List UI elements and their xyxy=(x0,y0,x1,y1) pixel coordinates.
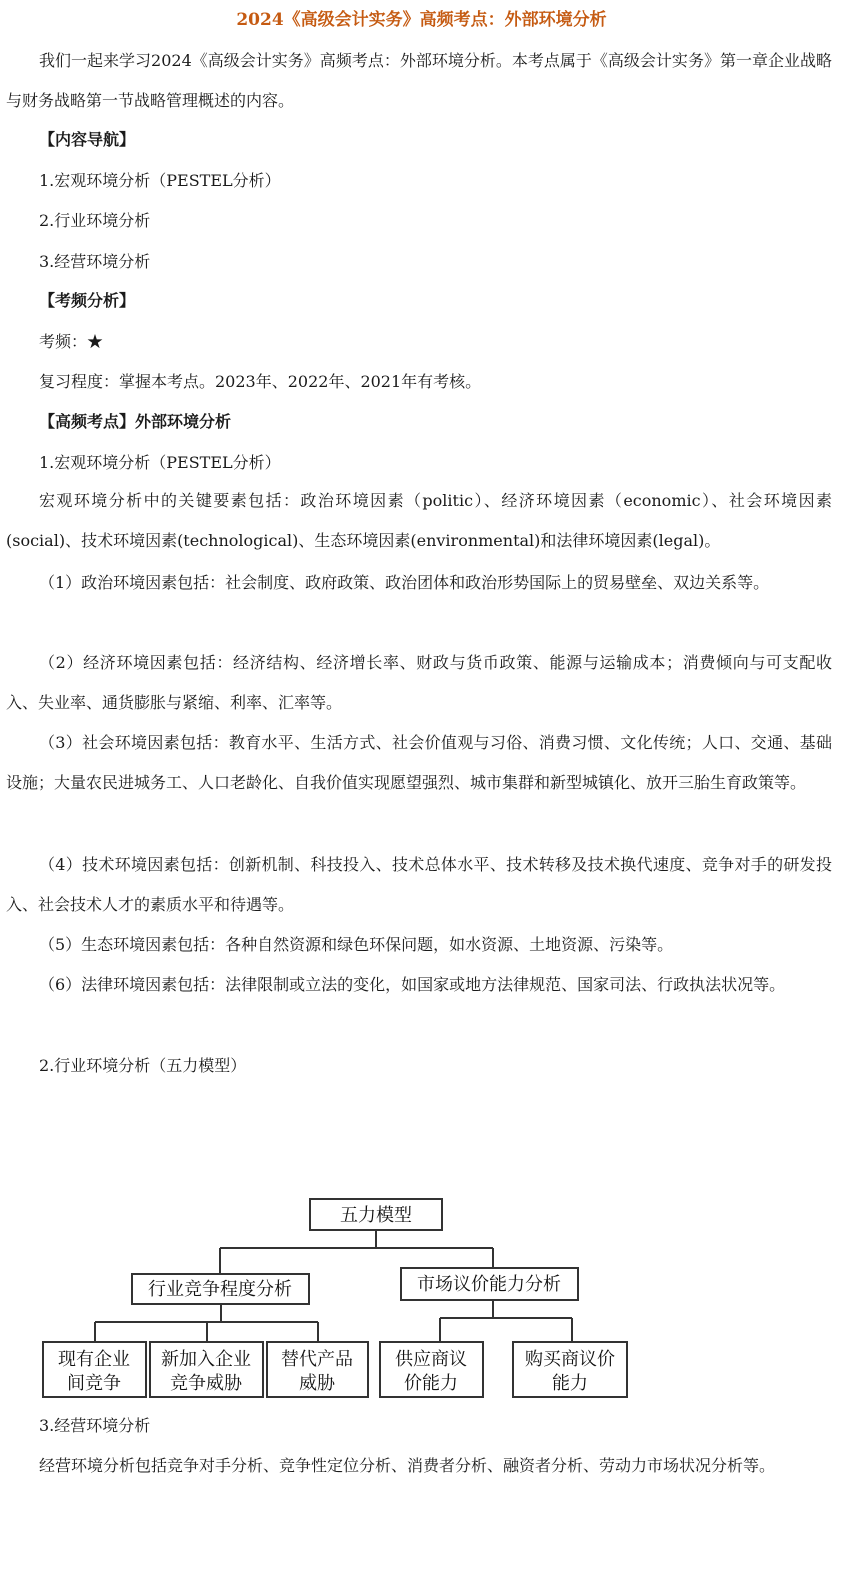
freq-rating: 考频：★ xyxy=(39,332,104,351)
leaf-node-new-entrants xyxy=(150,1342,263,1397)
five-forces-diagram xyxy=(0,1190,843,1410)
section-3-body: 经营环境分析包括竞争对手分析、竞争性定位分析、消费者分析、融资者分析、劳动力市场状况分析等。 xyxy=(39,1456,776,1475)
leaf-label-line: 现有企业 xyxy=(58,1349,130,1370)
intro-paragraph: 我们一起来学习2024《高级会计实务》高频考点：外部环境分析。本考点属于《高级会计实务》第一章企业战略与财务战略第一节战略管理概述的内容。 xyxy=(6,51,832,110)
section-1-intro: 宏观环境分析中的关键要素包括：政治环境因素（politic）、经济环境因素（economic）、社会环境因素(social)、技术环境因素(technological)、生态环境因素(environmental)和法律环境因素(legal)。 xyxy=(6,491,832,550)
freq-review: 复习程度：掌握本考点。2023年、2022年、2021年有考核。 xyxy=(39,372,482,391)
nav-item-3: 3.经营环境分析 xyxy=(39,252,151,271)
leaf-label-line: 能力 xyxy=(552,1373,588,1394)
leaf-node-substitutes xyxy=(267,1342,368,1397)
section-1-title: 1.宏观环境分析（PESTEL分析） xyxy=(39,453,281,472)
branch-left-label: 行业竞争程度分析 xyxy=(148,1279,292,1300)
branch-right-label: 市场议价能力分析 xyxy=(417,1274,561,1295)
key-point-heading: 【高频考点】外部环境分析 xyxy=(39,412,232,431)
nav-heading: 【内容导航】 xyxy=(39,130,136,149)
leaf-node-buyer-power xyxy=(513,1342,627,1397)
leaf-label-line: 价能力 xyxy=(404,1373,458,1394)
factor-economic: （2）经济环境因素包括：经济结构、经济增长率、财政与货币政策、能源与运输成本；消费倾向与可支配收入、失业率、通货膨胀与紧缩、利率、汇率等。 xyxy=(6,653,832,712)
leaf-label-line: 替代产品 xyxy=(281,1349,353,1370)
branch-node-industry-competition xyxy=(132,1274,309,1304)
leaf-label-line: 新加入企业 xyxy=(161,1349,251,1370)
section-2-title: 2.行业环境分析（五力模型） xyxy=(39,1056,247,1075)
leaf-node-existing-competition xyxy=(43,1342,146,1397)
factor-legal: （6）法律环境因素包括：法律限制或立法的变化，如国家或地方法律规范、国家司法、行政执法状况等。 xyxy=(39,975,786,994)
root-node xyxy=(310,1199,442,1230)
factor-environmental: （5）生态环境因素包括：各种自然资源和绿色环保问题，如水资源、土地资源、污染等。 xyxy=(39,935,674,954)
root-node-label: 五力模型 xyxy=(340,1205,412,1226)
leaf-label-line: 供应商议 xyxy=(395,1349,467,1370)
factor-political: （1）政治环境因素包括：社会制度、政府政策、政治团体和政治形势国际上的贸易壁垒、双边关系等。 xyxy=(39,573,770,592)
nav-item-1: 1.宏观环境分析（PESTEL分析） xyxy=(39,171,281,190)
nav-item-2: 2.行业环境分析 xyxy=(39,211,151,230)
section-3-title: 3.经营环境分析 xyxy=(39,1416,151,1435)
leaf-label-line: 购买商议价 xyxy=(525,1349,615,1370)
factor-social: （3）社会环境因素包括：教育水平、生活方式、社会价值观与习俗、消费习惯、文化传统；人口、交通、基础设施；大量农民进城务工、人口老龄化、自我价值实现愿望强烈、城市集群和新型城镇化、放开三胎生育政策等。 xyxy=(6,733,832,792)
factor-technological: （4）技术环境因素包括：创新机制、科技投入、技术总体水平、技术转移及技术换代速度、竞争对手的研发投入、社会技术人才的素质水平和待遇等。 xyxy=(6,855,832,914)
leaf-label-line: 间竞争 xyxy=(67,1373,121,1394)
branch-node-bargaining-power xyxy=(401,1268,578,1300)
article-title: 2024《高级会计实务》高频考点：外部环境分析 xyxy=(236,10,607,30)
leaf-node-supplier-power xyxy=(380,1342,483,1397)
leaf-label-line: 威胁 xyxy=(299,1373,335,1394)
leaf-label-line: 竞争威胁 xyxy=(170,1373,242,1394)
freq-heading: 【考频分析】 xyxy=(39,291,136,310)
